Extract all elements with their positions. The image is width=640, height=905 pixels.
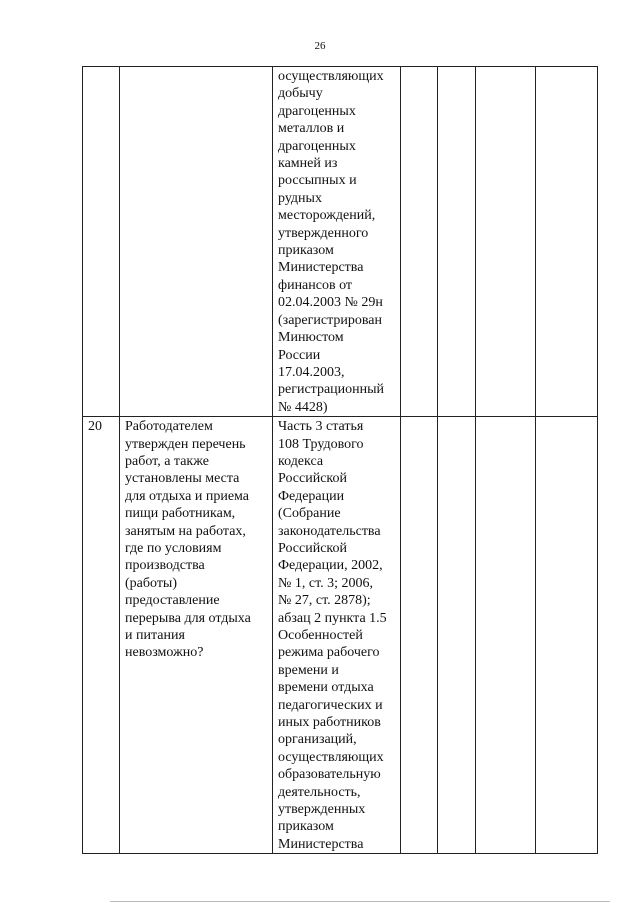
notes-cell xyxy=(536,67,598,417)
answer-no xyxy=(438,67,475,68)
row-number-cell xyxy=(83,67,120,417)
answer-na xyxy=(476,417,535,418)
question-text: Работодателем утвержден перечень работ, а также установлены места для отдыха и приема пищи работникам, занятым на работах, где по условиям производства (работы) предоставление перерыва для отдыха и питания невозможно? xyxy=(125,419,251,661)
notes-cell xyxy=(536,417,598,854)
answer-yes xyxy=(401,417,437,418)
question-cell xyxy=(120,67,273,417)
answer-yes-cell xyxy=(401,67,438,417)
row-number xyxy=(83,67,119,68)
answer-no-cell xyxy=(438,67,476,417)
question-text xyxy=(120,67,272,68)
table-row xyxy=(83,67,598,417)
row-number: 20 xyxy=(88,419,102,435)
requisites-cell xyxy=(273,417,401,854)
answer-no xyxy=(438,417,475,418)
requisites-text: осуществляющих добычу драгоценных металлов и драгоценных камней из россыпных и рудных месторождений, утвержденного приказом Министерства финансов от 02.04.2003 № 29н (зарегистрирован Минюстом России 17.04.2003, регистрационный № 4428) xyxy=(278,69,385,415)
table-row xyxy=(83,417,598,854)
requisites-text: Часть 3 статья 108 Трудового кодекса Российской Федерации (Собрание законодательства Российской Федерации, 2002, № 1, ст. 3; 2006, № 27, ст. 2878); абзац 2 пункта 1.5 Особенностей режима рабочего времени и времени отдыха педагогических и иных работников организаций, осуществляющих образовательную деятельность, утвержденных приказом Министерства xyxy=(278,419,387,852)
answer-na xyxy=(476,67,535,68)
answer-na-cell xyxy=(476,67,536,417)
checklist-table xyxy=(82,66,598,854)
question-cell xyxy=(120,417,273,854)
page-number: 26 xyxy=(314,40,326,52)
answer-no-cell xyxy=(438,417,476,854)
notes-text xyxy=(536,417,597,418)
answer-yes xyxy=(401,67,437,68)
row-number-cell xyxy=(83,417,120,854)
scan-edge-line xyxy=(110,901,610,902)
answer-yes-cell xyxy=(401,417,438,854)
notes-text xyxy=(536,67,597,68)
requisites-cell xyxy=(273,67,401,417)
answer-na-cell xyxy=(476,417,536,854)
